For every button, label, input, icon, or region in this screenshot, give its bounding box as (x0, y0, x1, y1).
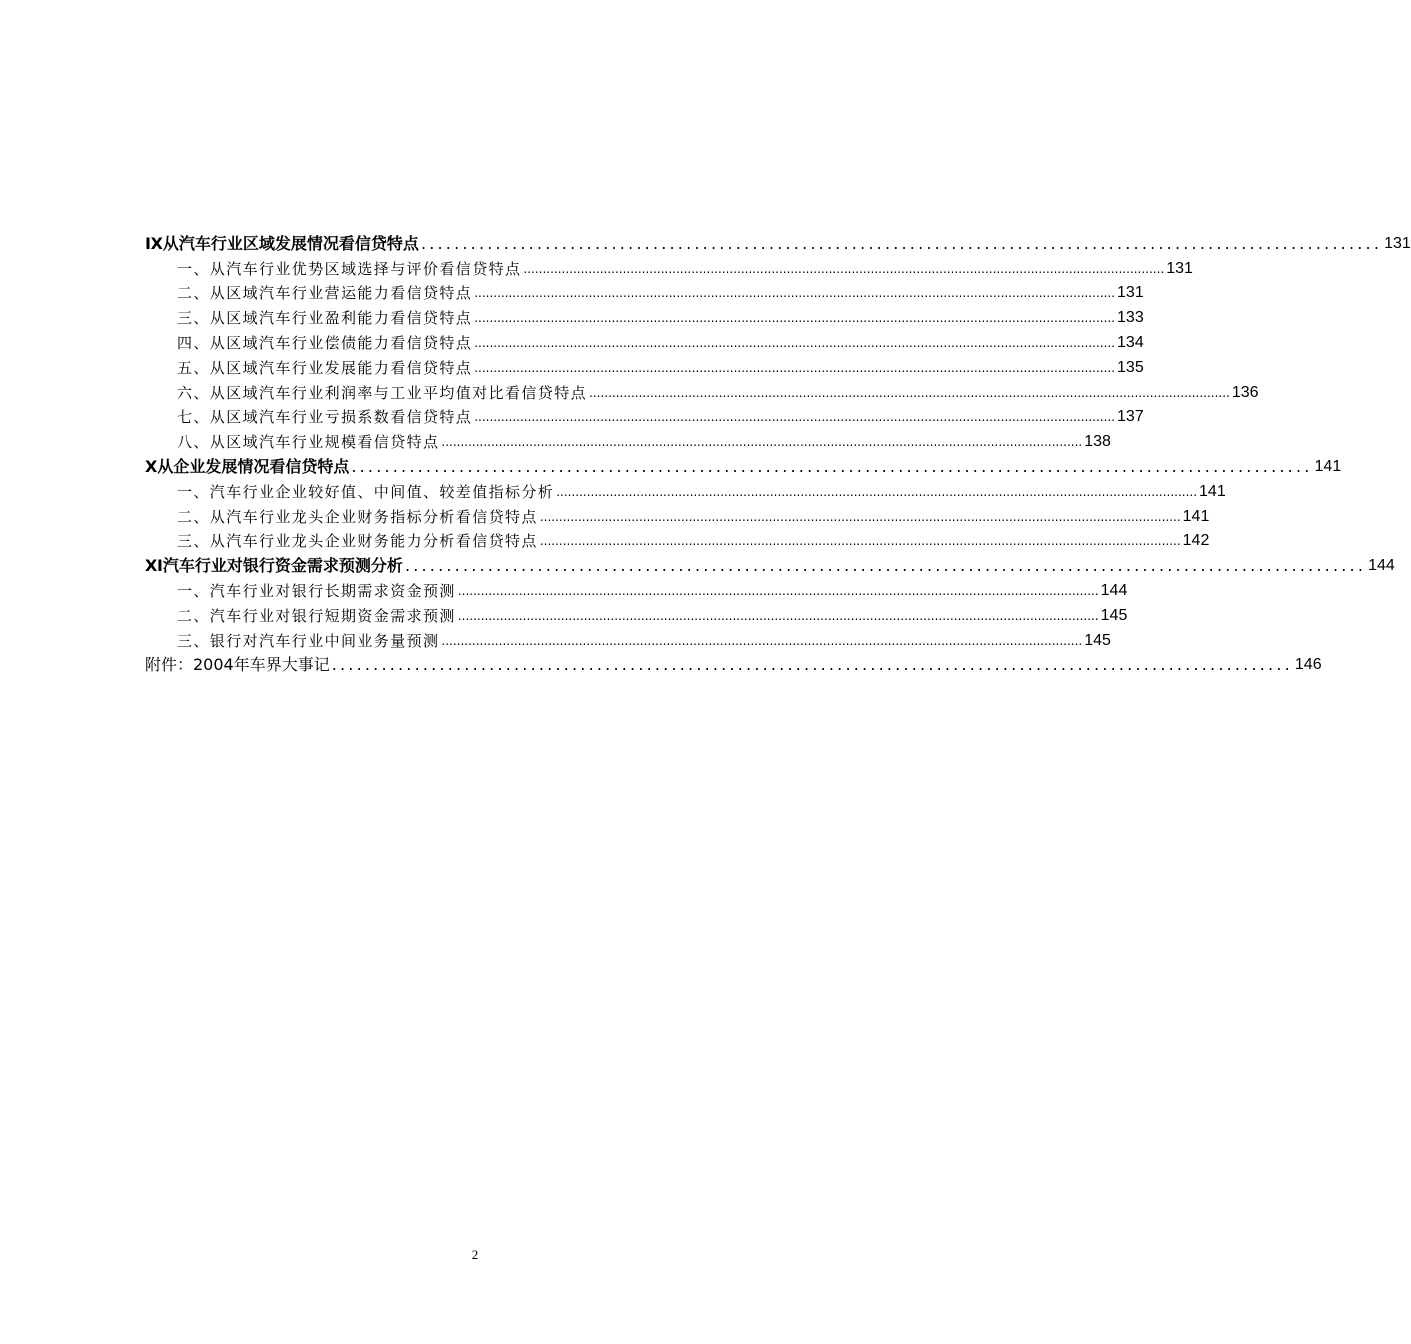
toc-entry-page: 141 (1199, 482, 1226, 500)
toc-entry-page: 145 (1084, 631, 1111, 649)
toc-entry-title: 一、汽车行业企业较好值、中间值、较差值指标分析 (177, 482, 555, 501)
dot-leader: ........................................................................................................................................................................ (457, 608, 1099, 623)
toc-entry-page: 135 (1117, 358, 1144, 376)
toc-entry[interactable] (145, 452, 1342, 477)
toc-entry-title: 三、银行对汽车行业中间业务量预测 (177, 631, 440, 650)
toc-entry[interactable] (145, 328, 1144, 353)
toc-entry[interactable] (145, 527, 1210, 552)
toc-entry-title: 三、从区域汽车行业盈利能力看信贷特点 (177, 309, 473, 328)
table-of-contents (145, 229, 1411, 675)
toc-entry-page: 144 (1100, 581, 1128, 599)
toc-entry-page: 137 (1117, 408, 1144, 426)
dot-leader: ........................................................................................................................................................................ (457, 583, 1099, 598)
toc-entry-title: 三、从汽车行业龙头企业财务能力分析看信贷特点 (177, 532, 538, 551)
toc-entry-title: Ⅺ汽车行业对银行资金需求预测分析 (145, 556, 403, 576)
dot-leader: .................................................................................................................... (331, 655, 1293, 675)
toc-entry-title: 一、汽车行业对银行长期需求资金预测 (177, 581, 456, 600)
toc-entry-title: Ⅹ从企业发展情况看信贷特点 (145, 456, 350, 476)
toc-entry-title: 八、从区域汽车行业规模看信贷特点 (177, 433, 440, 452)
toc-entry[interactable] (145, 254, 1193, 279)
dot-leader: ........................................................................................................................................................................ (441, 633, 1083, 648)
dot-leader: .................................................................................................................... (351, 456, 1313, 476)
dot-leader: ........................................................................................................................................................................ (539, 534, 1181, 549)
toc-entry-page: 136 (1231, 383, 1259, 401)
toc-entry[interactable] (145, 502, 1210, 527)
toc-entry[interactable] (145, 303, 1144, 328)
toc-entry-page: 138 (1084, 433, 1111, 451)
dot-leader: .................................................................................................................... (404, 556, 1367, 576)
toc-entry[interactable] (145, 651, 1322, 676)
dot-leader: ........................................................................................................................................................................ (556, 484, 1198, 499)
toc-entry[interactable] (145, 353, 1144, 378)
toc-entry-page: 145 (1100, 606, 1128, 624)
toc-entry-title: 五、从区域汽车行业发展能力看信贷特点 (177, 358, 473, 377)
dot-leader: ........................................................................................................................................................................ (523, 261, 1165, 276)
toc-entry-title: 七、从区域汽车行业亏损系数看信贷特点 (177, 408, 473, 427)
toc-entry[interactable] (145, 551, 1395, 576)
toc-entry[interactable] (145, 601, 1128, 626)
toc-entry-page: 134 (1117, 333, 1144, 351)
dot-leader: ........................................................................................................................................................................ (589, 385, 1230, 400)
dot-leader: ........................................................................................................................................................................ (474, 410, 1116, 425)
toc-entry-page: 141 (1182, 507, 1210, 525)
toc-entry-page: 144 (1368, 557, 1395, 575)
toc-entry-title: Ⅸ从汽车行业区域发展情况看信贷特点 (145, 233, 419, 253)
toc-entry[interactable] (145, 403, 1144, 428)
toc-entry[interactable] (145, 477, 1226, 502)
dot-leader: ........................................................................................................................................................................ (474, 360, 1116, 375)
toc-entry-page: 131 (1117, 284, 1144, 302)
toc-entry-page: 141 (1314, 457, 1342, 475)
toc-entry-page: 146 (1294, 656, 1322, 674)
toc-entry-title: 六、从区域汽车行业利润率与工业平均值对比看信贷特点 (177, 383, 588, 402)
toc-entry-page: 131 (1166, 259, 1193, 277)
dot-leader: ........................................................................................................................................................................ (441, 435, 1083, 450)
dot-leader: ........................................................................................................................................................................ (539, 509, 1181, 524)
toc-entry-title: 附件：2004年车界大事记 (145, 655, 330, 675)
toc-entry[interactable] (145, 279, 1144, 304)
toc-entry-title: 二、汽车行业对银行短期资金需求预测 (177, 606, 456, 625)
dot-leader: ........................................................................................................................................................................ (474, 335, 1116, 350)
toc-entry-page: 142 (1182, 532, 1210, 550)
toc-entry-page: 131 (1384, 234, 1411, 252)
toc-entry-title: 二、从汽车行业龙头企业财务指标分析看信贷特点 (177, 507, 538, 526)
toc-entry[interactable] (145, 378, 1259, 403)
dot-leader: ........................................................................................................................................................................ (474, 311, 1116, 326)
page-number: 2 (471, 1247, 479, 1262)
toc-entry[interactable] (145, 427, 1111, 452)
toc-entry-title: 一、从汽车行业优势区域选择与评价看信贷特点 (177, 259, 522, 278)
toc-entry[interactable] (145, 229, 1411, 254)
toc-entry[interactable] (145, 576, 1128, 601)
toc-entry[interactable] (145, 626, 1111, 651)
toc-entry-title: 二、从区域汽车行业营运能力看信贷特点 (177, 284, 473, 303)
toc-entry-title: 四、从区域汽车行业偿债能力看信贷特点 (177, 333, 473, 352)
dot-leader: .................................................................................................................... (420, 233, 1383, 253)
toc-entry-page: 133 (1117, 309, 1144, 327)
dot-leader: ........................................................................................................................................................................ (474, 286, 1116, 301)
